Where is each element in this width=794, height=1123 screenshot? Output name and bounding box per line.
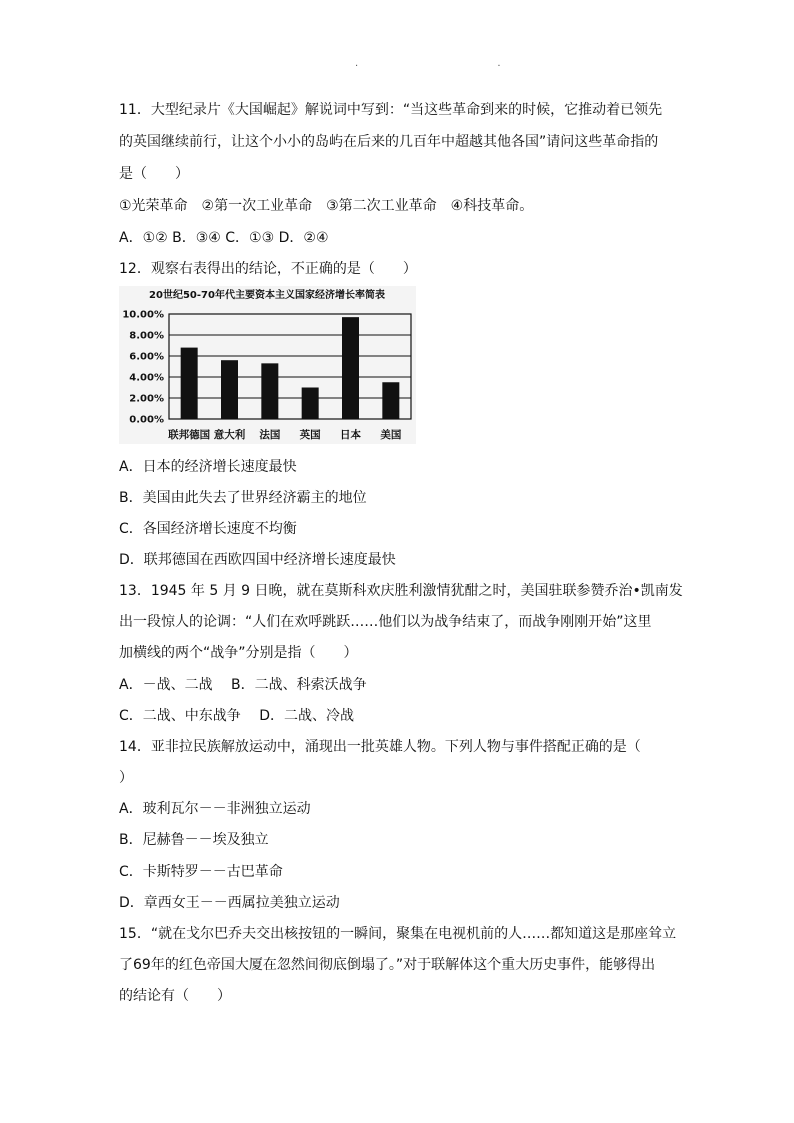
q12-option-d: D．联邦德国在西欧四国中经济增长速度最快 [119, 552, 396, 568]
x-category-label: 英国 [299, 429, 321, 441]
y-tick-label: 8.00% [129, 330, 164, 342]
chart-svg [119, 286, 416, 444]
q14-option-a: A．玻利瓦尔－－非洲独立运动 [119, 801, 311, 817]
q13-stem-line-2: 出一段惊人的论调：“人们在欢呼跳跃……他们以为战争结束了，而战争刚刚开始”这里 [119, 614, 652, 630]
q12-option-b: B．美国由此失去了世界经济霸主的地位 [119, 490, 367, 506]
q13-stem-line-3: 加横线的两个“战争”分别是指（ ） [119, 645, 358, 661]
x-category-label: 意大利 [213, 429, 246, 441]
bar-2 [261, 363, 278, 419]
q14-option-d: D．章西女王－－西属拉美独立运动 [119, 895, 340, 911]
q15-stem-line-3: 的结论有（ ） [119, 988, 231, 1004]
bar-1 [221, 360, 238, 419]
q11-stem-line-3: 是（ ） [119, 166, 189, 182]
x-category-label: 美国 [380, 429, 402, 441]
x-category-label: 法国 [259, 429, 281, 441]
header-marks: . . [355, 58, 569, 69]
q11-stem-line-2: 的英国继续前行，让这个小小的岛屿在后来的几百年中超越其他各国”请问这些革命指的 [119, 134, 659, 150]
q14-stem-line-1: 14．亚非拉民族解放运动中，涌现出一批英雄人物。下列人物与事件搭配正确的是（ [119, 739, 641, 755]
x-category-label: 日本 [340, 429, 361, 441]
growth-rate-chart [119, 286, 416, 444]
bar-4 [342, 317, 359, 419]
bar-0 [181, 348, 198, 419]
y-tick-label: 0.00% [129, 414, 164, 426]
q12-option-a: A．日本的经济增长速度最快 [119, 459, 297, 475]
q11-stem-line-1: 11．大型纪录片《大国崛起》解说词中写到：“当这些革命到来的时候，它推动着已领先 [119, 102, 663, 118]
q12-option-c: C．各国经济增长速度不均衡 [119, 521, 297, 537]
y-tick-label: 2.00% [129, 393, 164, 405]
q14-option-b: B．尼赫鲁－－埃及独立 [119, 832, 269, 848]
y-tick-label: 10.00% [122, 309, 164, 321]
q13-options-ab: A．－战、二战 B．二战、科索沃战争 [119, 677, 367, 693]
q14-option-c: C．卡斯特罗－－古巴革命 [119, 864, 283, 880]
q11-choices-list: ①光荣革命 ②第一次工业革命 ③第二次工业革命 ④科技革命。 [119, 198, 534, 214]
chart-title: 20世纪50-70年代主要资本主义国家经济增长率简表 [149, 290, 385, 301]
y-tick-label: 6.00% [129, 351, 164, 363]
q13-options-cd: C．二战、中东战争 D．二战、冷战 [119, 708, 355, 724]
q11-options: A．①② B．③④ C．①③ D．②④ [119, 230, 329, 246]
q14-stem-line-2: ） [119, 770, 133, 786]
bar-3 [302, 388, 319, 420]
q12-stem: 12．观察右表得出的结论，不正确的是（ ） [119, 261, 417, 277]
q15-stem-line-2: 了69年的红色帝国大厦在忽然间彻底倒塌了。”对于联解体这个重大历史事件，能够得出 [119, 957, 656, 973]
y-tick-label: 4.00% [129, 372, 164, 384]
bar-5 [382, 382, 399, 419]
q13-stem-line-1: 13．1945 年 5 月 9 日晚，就在莫斯科欢庆胜利激情犹酣之时，美国驻联参赞乔治•凯南发 [119, 583, 683, 599]
q15-stem-line-1: 15．“就在戈尔巴乔夫交出核按钮的一瞬间，聚集在电视机前的人……都知道这是那座耸立 [119, 926, 677, 942]
x-category-label: 联邦德国 [168, 429, 211, 441]
